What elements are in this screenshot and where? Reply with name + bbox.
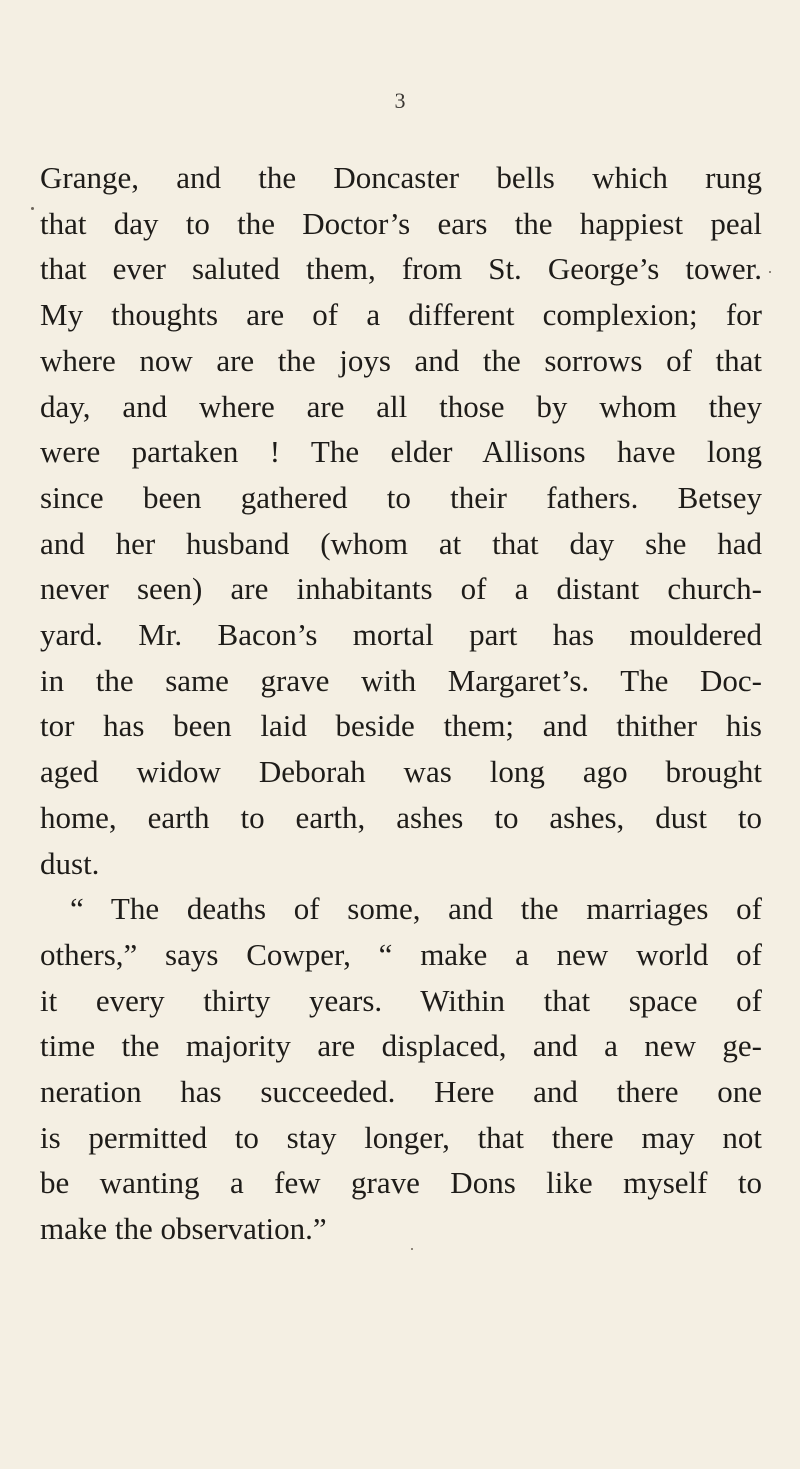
text-line: since been gathered to their fathers. Betsey bbox=[40, 479, 762, 515]
text-line: were partaken ! The elder Allisons have long bbox=[40, 434, 762, 470]
text-line: that ever saluted them, from St. George’s tower. bbox=[40, 251, 762, 287]
text-line: neration has succeeded. Here and there one bbox=[40, 1074, 762, 1110]
text-line: My thoughts are of a different complexion; for bbox=[40, 297, 762, 333]
margin-speck bbox=[769, 271, 771, 273]
text-line: and her husband (whom at that day she had bbox=[40, 525, 762, 561]
text-line: “ The deaths of some, and the marriages of bbox=[70, 891, 762, 927]
margin-speck bbox=[31, 207, 34, 210]
text-line: it every thirty years. Within that space of bbox=[40, 982, 762, 1018]
text-line: tor has been laid beside them; and thither his bbox=[40, 708, 762, 744]
page-number: 3 bbox=[394, 88, 406, 113]
text-line: where now are the joys and the sorrows of that bbox=[40, 342, 762, 378]
body-text bbox=[40, 155, 762, 1252]
text-line: never seen) are inhabitants of a distant church- bbox=[40, 571, 762, 607]
text-line: be wanting a few grave Dons like myself to bbox=[40, 1165, 762, 1201]
text-line: is permitted to stay longer, that there may not bbox=[40, 1119, 762, 1155]
text-line: home, earth to earth, ashes to ashes, dust to bbox=[40, 799, 762, 835]
text-line: day, and where are all those by whom they bbox=[40, 388, 762, 424]
text-line: that day to the Doctor’s ears the happiest peal bbox=[40, 205, 762, 241]
text-line: yard. Mr. Bacon’s mortal part has mouldered bbox=[40, 617, 762, 653]
text-line: Grange, and the Doncaster bells which rung bbox=[40, 160, 762, 195]
text-line: aged widow Deborah was long ago brought bbox=[40, 754, 762, 790]
text-line: others,” says Cowper, “ make a new world of bbox=[40, 936, 762, 972]
text-line: dust. bbox=[40, 845, 100, 881]
text-line: in the same grave with Margaret’s. The Doc- bbox=[40, 662, 762, 698]
text-line: make the observation.” bbox=[40, 1211, 327, 1247]
text-line: time the majority are displaced, and a new ge- bbox=[40, 1028, 762, 1064]
